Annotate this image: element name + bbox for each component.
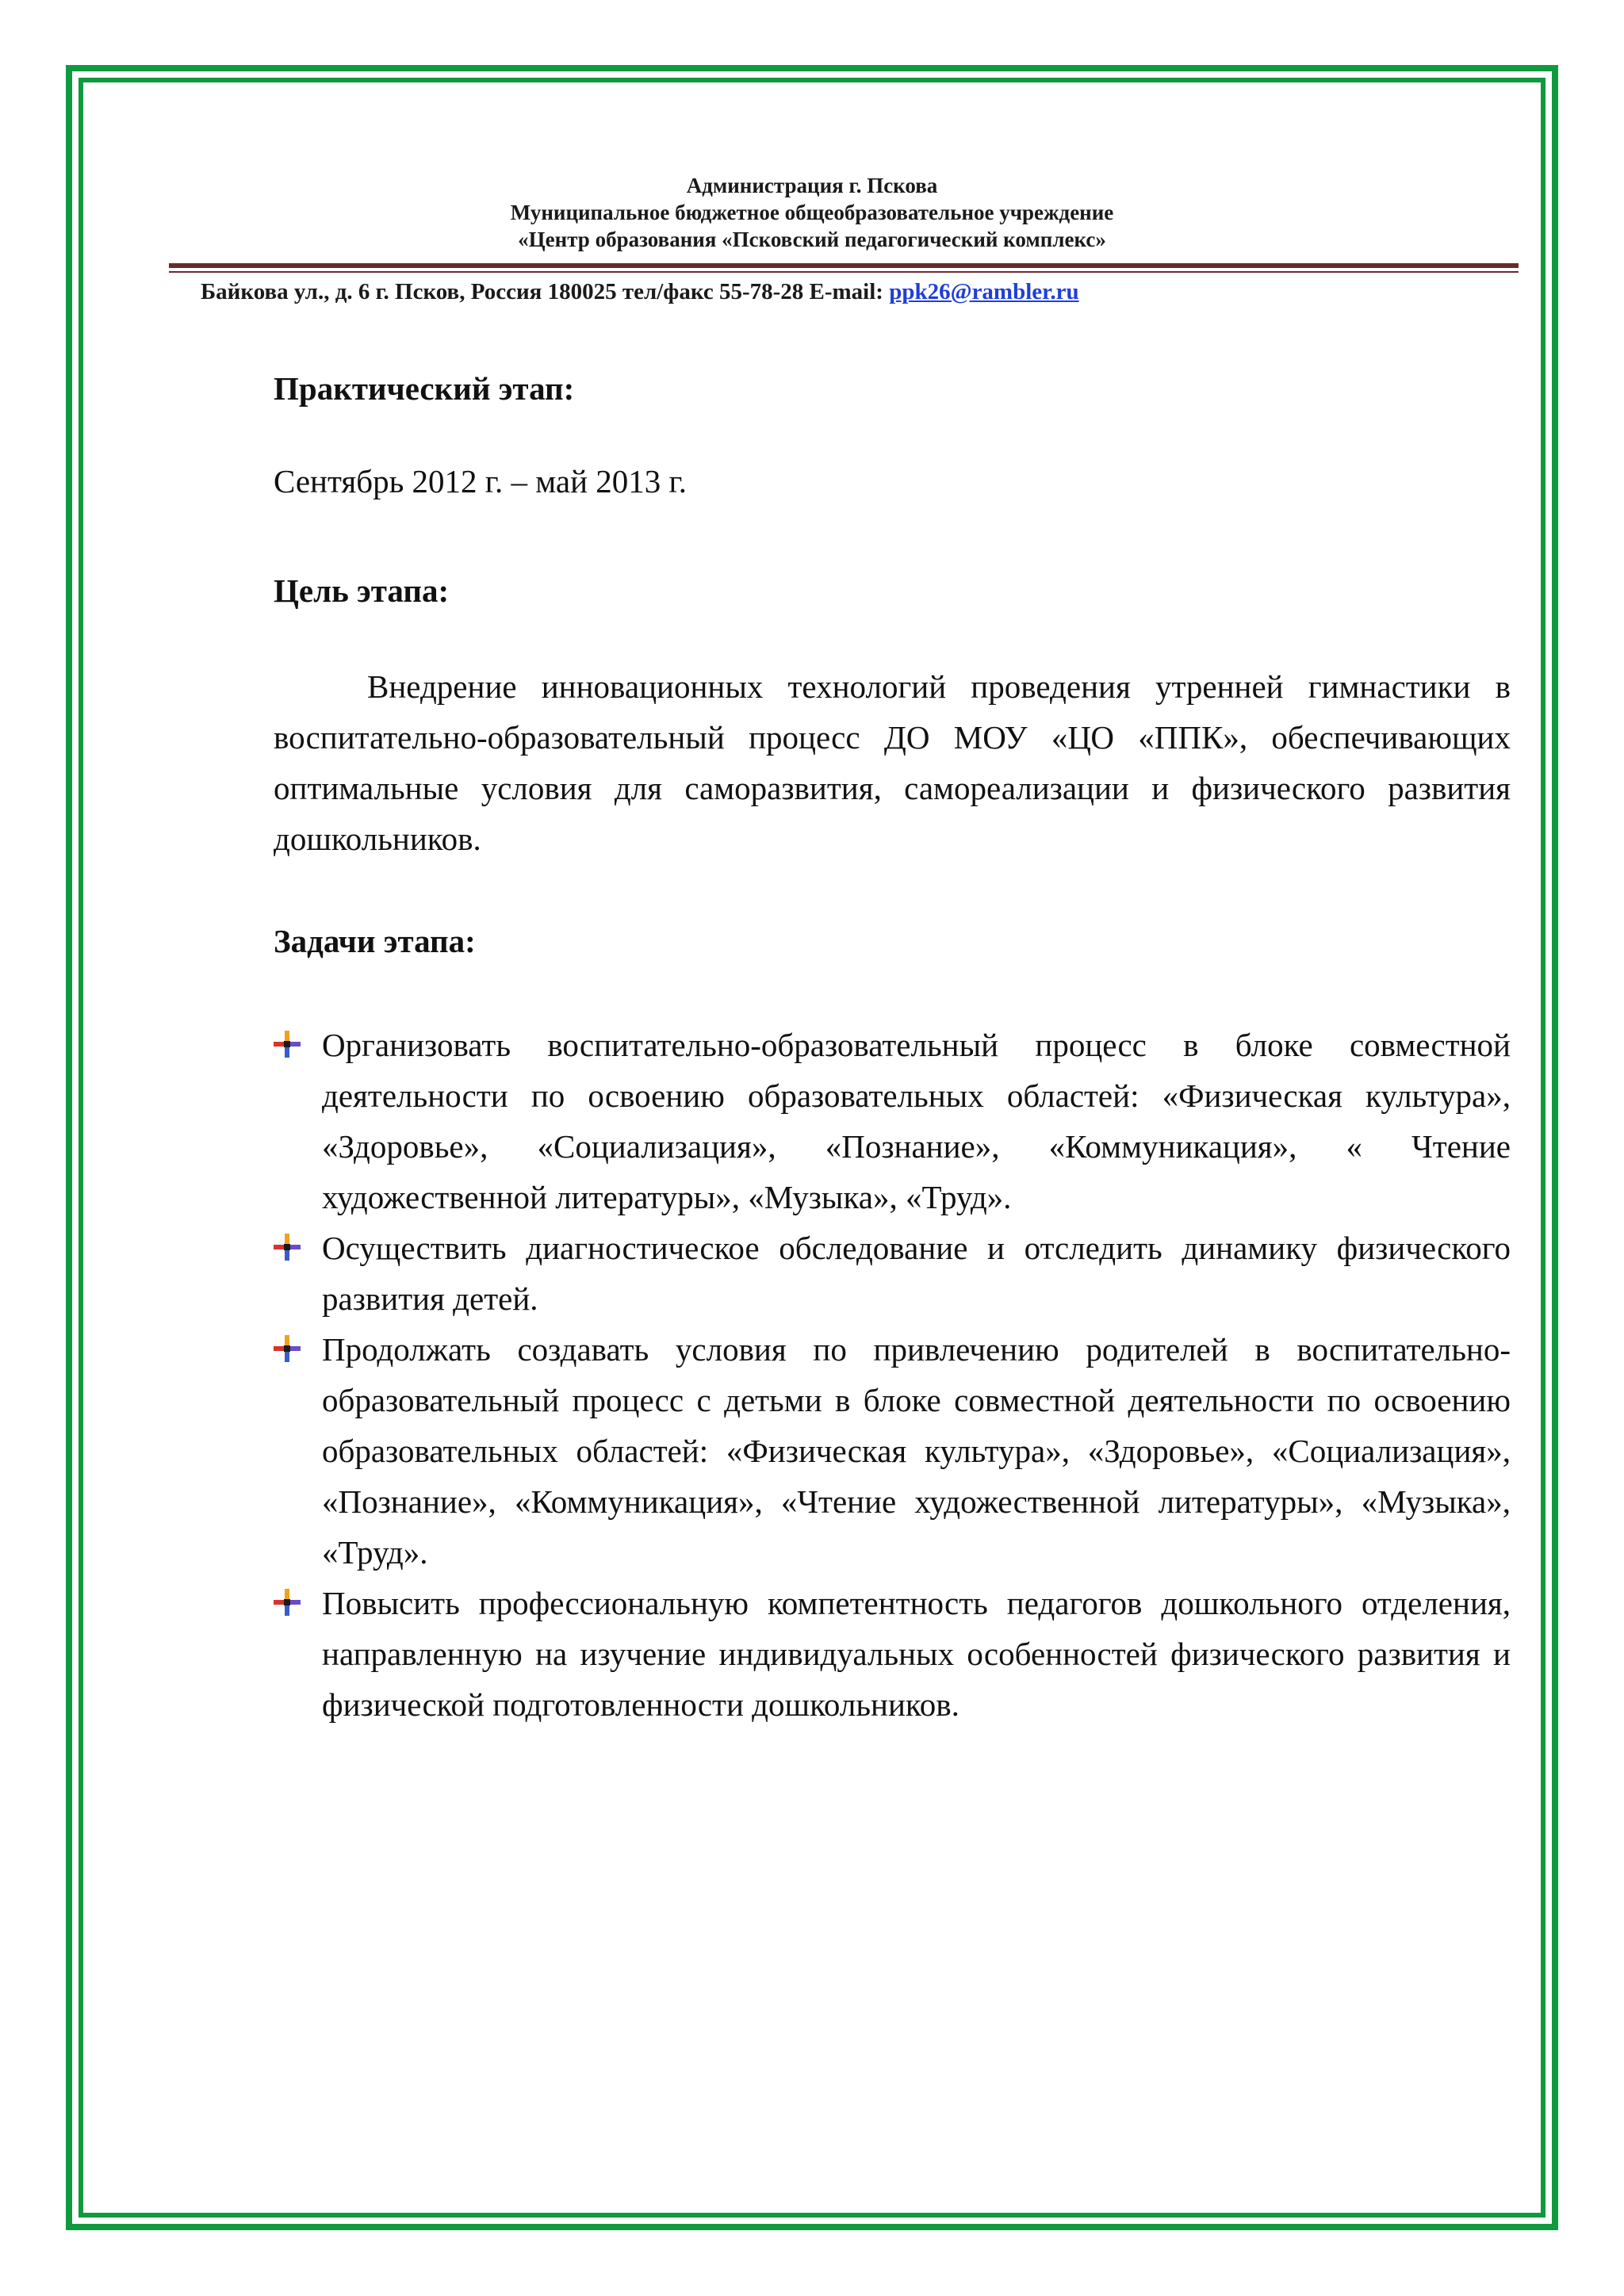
goal-heading: Цель этапа: bbox=[274, 572, 450, 609]
list-item bbox=[274, 1223, 1511, 1324]
tasks-heading: Задачи этапа: bbox=[274, 923, 476, 959]
task-text: Продолжать создавать условия по привлечению родителей в воспитательно-образовательный процесс с детьми в блоке совместной деятельности по освоению образовательных областей: «Физическая культура», «Здоровье», «Социализация», «Познание», «Коммуникация», «Чтение художественной литературы», «Музыка», «Труд». bbox=[322, 1331, 1511, 1571]
goal-text: Внедрение инновационных технологий проведения утренней гимнастики в воспитательно-образовательный процесс ДО МОУ «ЦО «ППК», обеспечивающих оптимальные условия для саморазвития, самореализации и физического развития дошкольников. bbox=[274, 668, 1511, 857]
letterhead-center-name: «Центр образования «Псковский педагогический комплекс» bbox=[518, 228, 1106, 251]
address-text: Байкова ул., д. 6 г. Псков, Россия 180025 тел/факс 55-78-28 E-mail: bbox=[201, 279, 890, 304]
bullet-icon bbox=[274, 1335, 301, 1362]
letterhead-rule-thin bbox=[169, 271, 1519, 273]
task-text: Осуществить диагностическое обследование и отследить динамику физического развития детей. bbox=[322, 1230, 1511, 1317]
stage-dates: Сентябрь 2012 г. – май 2013 г. bbox=[274, 463, 687, 499]
email-link[interactable]: ppk26@rambler.ru bbox=[889, 279, 1079, 304]
letterhead-rule-thick bbox=[169, 263, 1519, 268]
list-item bbox=[274, 1578, 1511, 1730]
task-text: Повысить профессиональную компетентность педагогов дошкольного отделения, направленную на изучение индивидуальных особенностей физического развития и физической подготовленности дошкольников. bbox=[322, 1585, 1511, 1723]
list-item bbox=[274, 1324, 1511, 1578]
bullet-icon bbox=[274, 1234, 301, 1261]
bullet-icon bbox=[274, 1589, 301, 1616]
stage-heading: Практический этап: bbox=[274, 370, 575, 407]
letterhead-address bbox=[201, 277, 1079, 306]
task-text: Организовать воспитательно-образовательный процесс в блоке совместной деятельности по освоению образовательных областей: «Физическая культура», «Здоровье», «Социализация», «Познание», «Коммуникация», « Чтение художественной литературы», «Музыка», «Труд». bbox=[322, 1027, 1511, 1215]
bullet-icon bbox=[274, 1031, 301, 1058]
list-item bbox=[274, 1020, 1511, 1223]
letterhead-institution: Муниципальное бюджетное общеобразовательное учреждение bbox=[510, 201, 1114, 224]
tasks-list bbox=[274, 1020, 1511, 1730]
letterhead-administration: Администрация г. Пскова bbox=[686, 174, 938, 197]
